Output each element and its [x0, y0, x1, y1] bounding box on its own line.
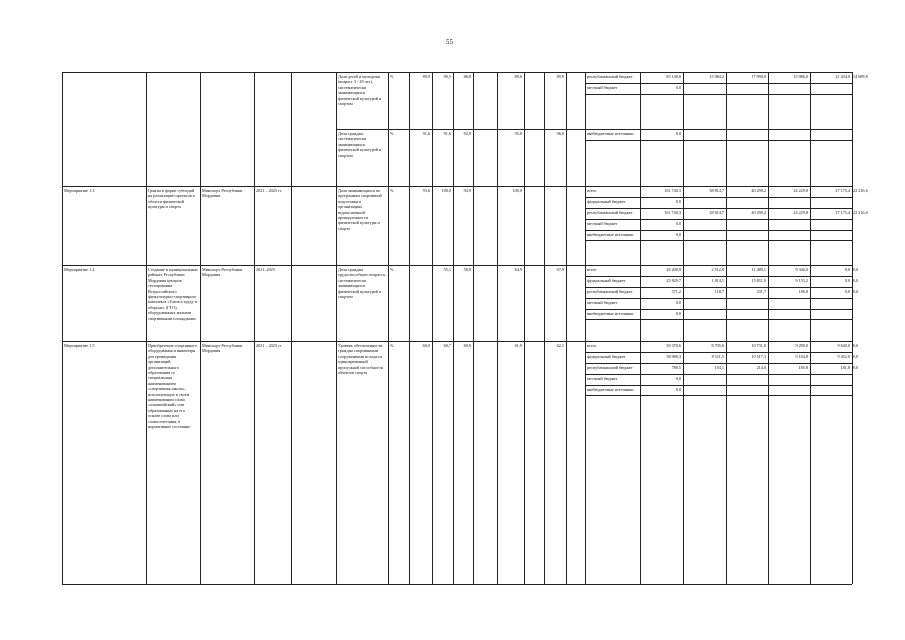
source-row-divider — [585, 240, 852, 241]
funding-total: 39 370,6 — [666, 343, 681, 348]
indicator-cell: Доля граждан трудоспособного возраста, систематически занимающихся физической культурой и спортом — [338, 267, 386, 300]
event-cell: Мероприятие 1.3 — [64, 188, 95, 193]
column-divider — [566, 72, 567, 584]
funding-year-value: 2 512,8 — [711, 267, 724, 272]
column-divider — [146, 72, 147, 584]
funding-year-value: 0,0 — [844, 288, 850, 294]
source-row-divider — [585, 319, 852, 320]
funding-year-value: 8 705,6 — [711, 343, 724, 348]
funding-year-value: 8 511,5 — [711, 353, 724, 359]
indicator-value: 91,6 — [443, 131, 451, 136]
column-divider — [409, 72, 410, 584]
funding-source-name: местный бюджет — [587, 375, 618, 381]
funding-source-name: местный бюджет — [587, 84, 618, 90]
funding-total: 780,5 — [671, 364, 681, 370]
funding-year-value: 9 153,2 — [795, 277, 808, 283]
funding-total: 25 829,7 — [666, 277, 681, 283]
event-cell: Мероприятие 1.5 — [64, 343, 95, 348]
funding-year-value: 11 489,1 — [751, 267, 766, 272]
indicator-value: 88,8 — [463, 74, 471, 79]
indicator-value: 89,9 — [556, 74, 564, 79]
column-divider — [432, 72, 433, 584]
executor-cell: Минспорт Республики Мордовия — [202, 267, 243, 278]
executor-cell: Минспорт Республики Мордовия — [202, 188, 243, 199]
indicator-value: 64,9 — [514, 267, 522, 272]
funding-source-name: республиканский бюджет — [587, 288, 633, 294]
funding-year-value: 194,1 — [714, 364, 724, 370]
funding-source-name: федеральный бюджет — [587, 353, 626, 359]
row-divider — [336, 129, 852, 130]
indicator-value: 60,7 — [443, 343, 451, 348]
funding-year-value: 10 731,0 — [751, 343, 766, 348]
source-row-divider — [585, 395, 852, 396]
page-number: 55 — [446, 38, 453, 46]
funding-year-value: 118,7 — [714, 288, 724, 294]
column-divider — [497, 72, 498, 584]
funding-year-value: 0,0 — [844, 267, 850, 272]
funding-year-value: 14 689,8 — [853, 74, 868, 79]
source-row-divider — [585, 276, 852, 277]
column-divider — [473, 72, 474, 584]
funding-year-value: 9 104,8 — [795, 353, 808, 359]
column-divider — [62, 72, 63, 584]
unit-cell: % — [390, 188, 394, 193]
column-divider — [544, 72, 545, 584]
funding-year-value: 1 814,1 — [711, 277, 724, 283]
column-divider — [810, 72, 811, 584]
funding-source-name: всего — [587, 188, 597, 193]
funding-total: 38 980,3 — [666, 353, 681, 359]
source-row-divider — [585, 352, 852, 353]
funding-source-name: республиканский бюджет — [587, 74, 633, 79]
indicator-value: 55,1 — [443, 267, 451, 272]
funding-year-value: 27 175,4 — [835, 188, 850, 193]
funding-source-name: местный бюджет — [587, 299, 618, 305]
funding-total: 85 149,6 — [666, 74, 681, 79]
funding-year-value: 0,0 — [853, 353, 859, 359]
funding-year-value: 0,0 — [844, 277, 850, 283]
indicator-value: 94,9 — [463, 188, 471, 193]
indicator-value: 61,9 — [514, 343, 522, 348]
column-divider — [524, 72, 525, 584]
column-divider — [291, 72, 292, 584]
funding-year-value: 22 216,6 — [853, 188, 868, 193]
column-divider — [726, 72, 727, 584]
funding-year-value: 21 434,0 — [835, 74, 850, 79]
funding-year-value: 17 990,0 — [751, 74, 766, 79]
unit-cell: % — [390, 74, 394, 79]
indicator-value: 67,9 — [556, 267, 564, 272]
column-divider — [388, 72, 389, 584]
funding-source-name: республиканский бюджет — [587, 209, 633, 215]
row-divider — [62, 186, 852, 187]
funding-year-value: 15 811,0 — [751, 277, 766, 283]
column-divider — [254, 72, 255, 584]
funding-source-name: внебюджетные источники — [587, 310, 634, 316]
column-divider — [585, 72, 586, 584]
indicator-value: 89,6 — [514, 74, 522, 79]
funding-year-value: 22 216,6 — [853, 209, 868, 215]
funding-year-value: 0,0 — [853, 364, 859, 370]
table-border-top — [62, 72, 852, 73]
funding-total: 0,0 — [675, 375, 681, 381]
indicator-value: 100,0 — [512, 188, 522, 193]
funding-year-value: 24 229,8 — [793, 209, 808, 215]
indicator-value: 92,9 — [463, 131, 471, 136]
unit-cell: % — [390, 343, 394, 348]
indicator-value: 89,9 — [422, 74, 430, 79]
indicator-value: 96,0 — [556, 131, 564, 136]
funding-source-name: внебюджетные источники — [587, 131, 634, 136]
source-row-divider — [585, 94, 852, 95]
funding-total: 0,0 — [675, 299, 681, 305]
funding-source-name: внебюджетные источники — [587, 231, 634, 237]
funding-source-name: местный бюджет — [587, 220, 618, 226]
column-divider — [453, 72, 454, 584]
funding-year-value: 40 290,2 — [751, 209, 766, 215]
column-divider — [768, 72, 769, 584]
column-divider — [683, 72, 684, 584]
funding-source-name: федеральный бюджет — [587, 277, 626, 283]
funding-total: 371,2 — [671, 288, 681, 294]
funding-source-name: всего — [587, 343, 597, 348]
funding-year-value: 40 290,2 — [751, 188, 766, 193]
funding-year-value: 9 346,0 — [795, 267, 808, 272]
indicator-value: 58,9 — [463, 267, 471, 272]
funding-total: 0,0 — [675, 231, 681, 237]
funding-year-value: 9 452,0 — [837, 353, 850, 359]
funding-total: 0,0 — [675, 220, 681, 226]
source-row-divider — [585, 140, 852, 141]
row-divider — [62, 265, 852, 266]
executor-cell: Минспорт Республики Мордовия — [202, 343, 243, 354]
funding-year-value: 9 640,0 — [837, 343, 850, 348]
funding-year-value: 181,8 — [840, 364, 850, 370]
event-cell: Мероприятие 1.4 — [64, 267, 95, 272]
funding-year-value: 0,0 — [853, 277, 859, 283]
indicator-value: 93,6 — [422, 188, 430, 193]
funding-year-value: 38 814,7 — [709, 209, 724, 215]
funding-year-value: 0,0 — [853, 267, 859, 272]
funding-year-value: 15 084,2 — [709, 74, 724, 79]
period-cell: 2021 – 2025 гг. — [256, 188, 282, 193]
indicator-value: 100,0 — [441, 188, 451, 193]
funding-total: 0,0 — [675, 84, 681, 90]
indicator-value: 90,5 — [443, 74, 451, 79]
funding-source-name: федеральный бюджет — [587, 198, 626, 204]
indicator-value: 91,6 — [422, 131, 430, 136]
period-cell: 2021–2025 — [256, 267, 275, 272]
funding-year-value: 214,0 — [756, 364, 766, 370]
title-cell: Создание в муниципальных районах Республики Мордовия центров тестирования Всероссийского физкультурно-спортивного комплекса «Готов к труду и обороне» (ГТО), оборудованных малыми спортивными площадками — [148, 267, 198, 321]
funding-year-value: 15 986,0 — [793, 74, 808, 79]
indicator-value: 60,0 — [422, 343, 430, 348]
funding-source-name: республиканский бюджет — [587, 364, 633, 370]
funding-year-value: 24 229,8 — [793, 188, 808, 193]
source-row-divider — [585, 83, 852, 84]
funding-total: 0,0 — [675, 310, 681, 316]
funding-total: 0,0 — [675, 198, 681, 204]
funding-year-value: 231,7 — [756, 288, 766, 294]
indicator-cell: Доля граждан, систематически занимающихся физической культурой и спортом — [338, 131, 382, 158]
funding-year-value: 27 175,4 — [835, 209, 850, 215]
funding-year-value: 10 517,3 — [751, 353, 766, 359]
funding-source-name: внебюджетные источники — [587, 386, 634, 392]
funding-total: 161 740,3 — [664, 188, 681, 193]
title-cell: Гранты в форме субсидий на реализацию проектов в области физической культуры и спорта — [148, 188, 195, 210]
funding-total: 161 740,3 — [664, 209, 681, 215]
funding-total: 0,0 — [675, 386, 681, 392]
indicator-value: 60,9 — [463, 343, 471, 348]
title-cell: Приобретение спортивного оборудования и инвентаря для приведения организаций дополнительного образования со специальным наименованием «спортивная школа», использующих в своем наименовании слово «олимпийский» или образованных на его основе слова или словосочетания, в нормативное состояние — [148, 343, 197, 430]
column-divider — [640, 72, 641, 584]
funding-year-value: 38 814,7 — [709, 188, 724, 193]
unit-cell: % — [390, 131, 394, 136]
column-divider — [336, 72, 337, 584]
funding-year-value: 0,0 — [853, 343, 859, 348]
indicator-cell: Доля детей и молодежи (возраст 3 - 29 лет), систематически занимающихся физической культурой и спортом — [338, 74, 382, 107]
indicator-value: 62,1 — [556, 343, 564, 348]
funding-year-value: 185,8 — [798, 364, 808, 370]
table-border-bottom — [62, 584, 852, 585]
row-divider — [62, 341, 852, 342]
funding-total: 26 200,9 — [666, 267, 681, 272]
funding-year-value: 186,8 — [798, 288, 808, 294]
unit-cell: % — [390, 267, 394, 272]
indicator-cell: Уровень обеспеченности граждан спортивными сооружениями исходя из единовременной пропускной способности объектов спорта — [338, 343, 384, 376]
source-row-divider — [585, 197, 852, 198]
funding-year-value: 0,0 — [853, 288, 859, 294]
funding-total: 0,0 — [675, 131, 681, 136]
indicator-value: 95,0 — [514, 131, 522, 136]
funding-year-value: 9 290,0 — [795, 343, 808, 348]
column-divider — [200, 72, 201, 584]
period-cell: 2021 – 2023 гг. — [256, 343, 282, 348]
column-divider — [852, 72, 853, 584]
funding-source-name: всего — [587, 267, 597, 272]
indicator-cell: Доля занимающихся по программам спортивной подготовки в организациях ведомственной принадлежности физической культуры и спорта — [338, 188, 382, 231]
